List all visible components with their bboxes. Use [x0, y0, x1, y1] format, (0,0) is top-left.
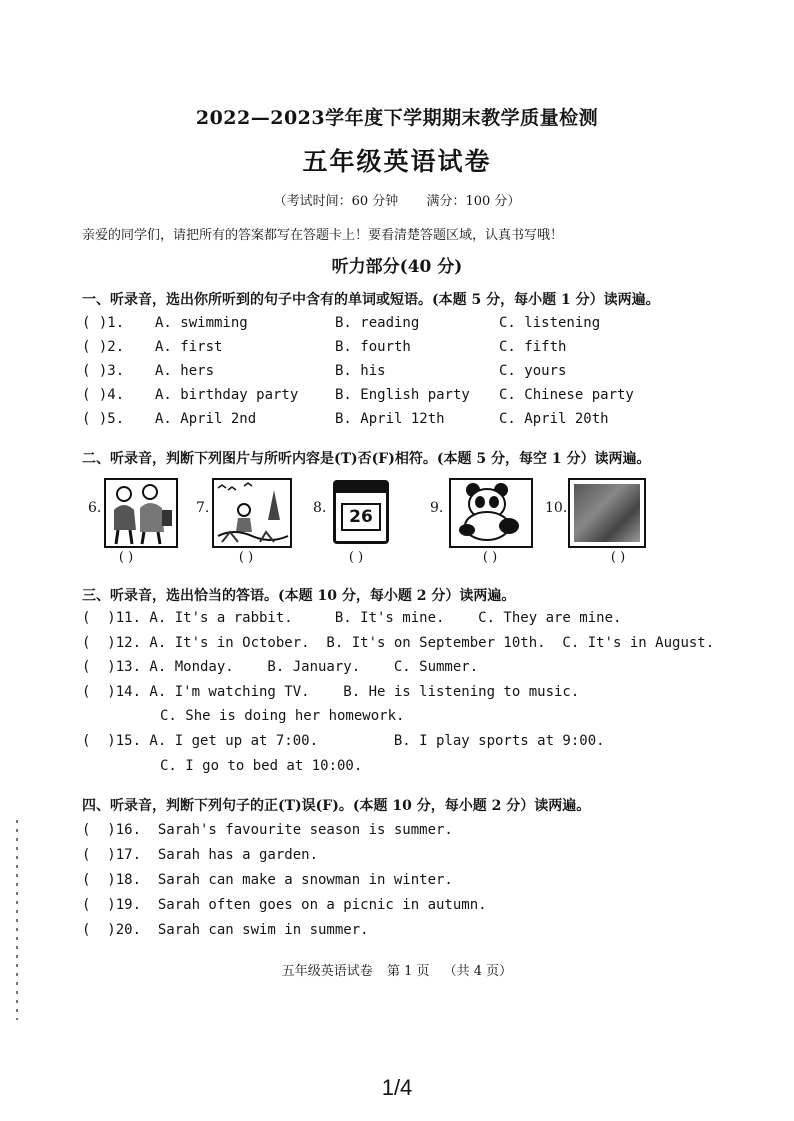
- picture-answer-blank[interactable]: ( ): [238, 550, 254, 565]
- option-b: B. fourth: [335, 339, 411, 355]
- option-b: B. reading: [335, 315, 420, 331]
- full-score: 满分：100 分）: [426, 194, 521, 209]
- calendar-icon: [333, 480, 389, 544]
- picture-answer-blank[interactable]: ( ): [482, 550, 498, 565]
- notice-text: 亲爱的同学们，请把所有的答案都写在答题卡上！要看清楚答题区域，认真书写哦！: [82, 228, 564, 243]
- question-text: ( )12. A. It's in October. B. It's on September 10th. C. It's in August.: [82, 635, 715, 651]
- picture-answer-blank[interactable]: ( ): [610, 550, 626, 565]
- picture-number: 10.: [545, 500, 568, 516]
- part2-title: 二、听录音，判断下列图片与所听内容是(T)否(F)相符。(本题 5 分，每空 1 分）读两遍。: [82, 451, 651, 467]
- answer-blank[interactable]: ( )5.: [82, 411, 125, 427]
- question-text: ( )13. A. Monday. B. January. C. Summer.: [82, 659, 479, 675]
- footer-total: （共 4 页）: [443, 964, 513, 979]
- picture-number: 7.: [196, 500, 210, 516]
- picture-number: 9.: [430, 500, 444, 516]
- option-a: A. swimming: [155, 315, 248, 331]
- option-a: A. first: [155, 339, 223, 355]
- question-text: ( )16. Sarah's favourite season is summer.: [82, 822, 453, 838]
- exam-title: 2022—2023学年度下学期期末教学质量检测: [195, 107, 599, 129]
- page-indicator: 1/4: [381, 1075, 413, 1100]
- page-footer: [0, 960, 794, 979]
- question-text: C. She is doing her homework.: [160, 708, 405, 724]
- panda-icon: [451, 480, 531, 546]
- option-a: A. hers: [155, 363, 215, 379]
- picture-answer-blank[interactable]: ( ): [348, 550, 364, 565]
- option-a: A. birthday party: [155, 387, 299, 403]
- picture-number: 8.: [313, 500, 327, 516]
- option-c: C. Chinese party: [499, 387, 634, 403]
- garden-icon: [214, 480, 290, 546]
- option-a: A. April 2nd: [155, 411, 257, 427]
- panda-picture: [449, 478, 533, 548]
- question-text: ( )11. A. It's a rabbit. B. It's mine. C. They are mine.: [82, 610, 622, 626]
- option-b: B. his: [335, 363, 386, 379]
- question-text: ( )15. A. I get up at 7:00. B. I play sports at 9:00.: [82, 733, 605, 749]
- question-text: ( )20. Sarah can swim in summer.: [82, 922, 369, 938]
- option-c: C. listening: [499, 315, 601, 331]
- question-text: C. I go to bed at 10:00.: [160, 758, 363, 774]
- question-text: ( )19. Sarah often goes on a picnic in autumn.: [82, 897, 487, 913]
- footer-page: 第 1 页: [386, 964, 430, 979]
- scene-image: [574, 484, 640, 542]
- option-b: B. April 12th: [335, 411, 445, 427]
- option-c: C. fifth: [499, 339, 567, 355]
- picture-number: 6.: [88, 500, 102, 516]
- picture-answer-blank[interactable]: ( ): [118, 550, 134, 565]
- children-icon: [106, 480, 176, 546]
- part1-title: 一、听录音，选出你所听到的句子中含有的单词或短语。(本题 5 分，每小题 1 分）读两遍。: [82, 292, 660, 308]
- calendar-picture: [331, 478, 389, 544]
- option-c: C. yours: [499, 363, 567, 379]
- calendar-date: 26: [341, 503, 381, 531]
- answer-blank[interactable]: ( )4.: [82, 387, 125, 403]
- footer-name: 五年级英语试卷: [281, 964, 373, 979]
- part3-title: 三、听录音，选出恰当的答语。(本题 10 分，每小题 2 分）读两遍。: [82, 588, 516, 604]
- listening-section-heading: 听力部分(40 分): [331, 257, 463, 277]
- answer-blank[interactable]: ( )1.: [82, 315, 125, 331]
- garden-picture: [212, 478, 292, 548]
- exam-time: （考试时间：60 分钟: [273, 194, 399, 209]
- question-text: ( )14. A. I'm watching TV. B. He is listening to music.: [82, 684, 580, 700]
- option-c: C. April 20th: [499, 411, 609, 427]
- answer-blank[interactable]: ( )3.: [82, 363, 125, 379]
- dark-picture: [568, 478, 646, 548]
- question-text: ( )17. Sarah has a garden.: [82, 847, 319, 863]
- option-b: B. English party: [335, 387, 470, 403]
- part4-title: 四、听录音，判断下列句子的正(T)误(F)。(本题 10 分，每小题 2 分）读两遍。: [82, 798, 591, 814]
- scan-margin-mark: [16, 820, 18, 1020]
- kids-picture: [104, 478, 178, 548]
- answer-blank[interactable]: ( )2.: [82, 339, 125, 355]
- exam-subtitle: 五年级英语试卷: [302, 147, 492, 176]
- exam-info: [0, 190, 794, 209]
- question-text: ( )18. Sarah can make a snowman in winter.: [82, 872, 453, 888]
